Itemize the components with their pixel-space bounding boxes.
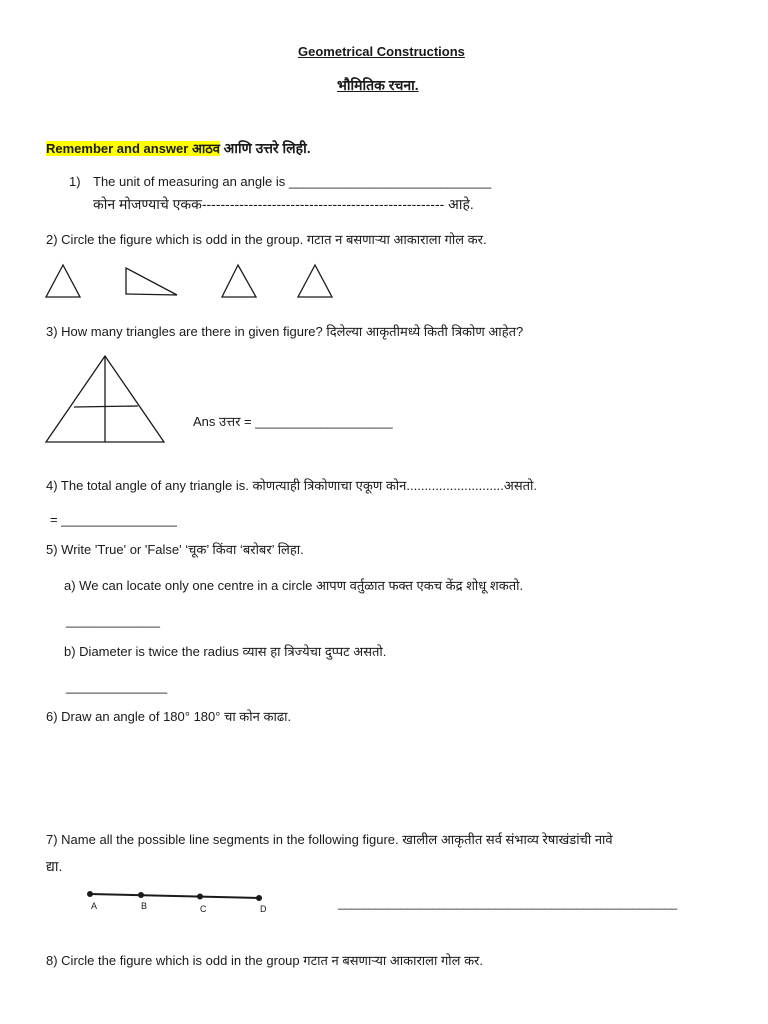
q7-point-c [197, 894, 203, 900]
q2-triangle-3 [222, 265, 256, 297]
q2-triangle-1 [46, 265, 80, 297]
q1-line1: The unit of measuring an angle is ____________________________ [93, 174, 492, 189]
q3-cross-line [74, 406, 138, 407]
q7-line [90, 894, 259, 898]
q7-blank: ______________________________________________________ [338, 896, 677, 910]
q7-line-segment-figure [80, 884, 280, 916]
q7-label-c: C [200, 904, 207, 914]
q7-line2: द्या. [46, 858, 63, 874]
q1-line2: कोन मोजण्याचे एकक---------------------------------------------------- आहे. [93, 196, 474, 212]
section-header-highlight: Remember and answer आठव [46, 141, 221, 156]
page-title: Geometrical Constructions [298, 44, 465, 59]
section-header [46, 140, 311, 157]
page-subtitle: भौमितिक रचना. [337, 77, 419, 93]
q5b-text: b) Diameter is twice the radius व्यास हा त्रिज्येचा दुप्पट असतो. [64, 644, 387, 659]
q7-label-b: B [141, 901, 148, 911]
q8-text: 8) Circle the figure which is odd in the group गटात न बसणाऱ्या आकाराला गोल कर. [46, 953, 483, 968]
q6-text: 6) Draw an angle of 180° 180° चा कोन काढा. [46, 709, 292, 724]
q7-label-d: D [260, 904, 267, 914]
q4-text: 4) The total angle of any triangle is. कोणत्याही त्रिकोणाचा एकूण कोन...........................असतो. [46, 478, 538, 493]
section-header-rest: आणि उत्तरे लिही. [223, 140, 311, 156]
q7-label-a: A [91, 901, 98, 911]
q5b-blank: ______________ [66, 679, 168, 694]
q2-right-triangle [126, 268, 177, 295]
q7-point-d [256, 895, 262, 901]
q2-figures [40, 260, 340, 304]
q3-text: 3) How many triangles are there in given figure? दिलेल्या आकृतीमध्ये किती त्रिकोण आहेत? [46, 324, 524, 339]
q7-line1: 7) Name all the possible line segments in the following figure. खालील आकृतीत सर्व संभाव्य रेषाखंडांची नावे [46, 832, 613, 847]
q5a-blank: _____________ [66, 613, 160, 628]
q5a-text: a) We can locate only one centre in a circle आपण वर्तुळात फक्त एकच केंद्र शोधू शकतो. [64, 578, 524, 593]
q3-answer: Ans उत्तर = ___________________ [193, 414, 393, 429]
q2-text: 2) Circle the figure which is odd in the group. गटात न बसणाऱ्या आकाराला गोल कर. [46, 232, 487, 247]
q4-answer: = ________________ [50, 512, 177, 527]
q3-triangle-figure [44, 354, 168, 446]
q7-point-a [87, 891, 93, 897]
q1-number: 1) [69, 174, 81, 189]
q5-text: 5) Write 'True' or 'False' ‘चूक’ किंवा ‘बरोबर’ लिहा. [46, 542, 304, 557]
q2-triangle-4 [298, 265, 332, 297]
q7-point-b [138, 892, 144, 898]
